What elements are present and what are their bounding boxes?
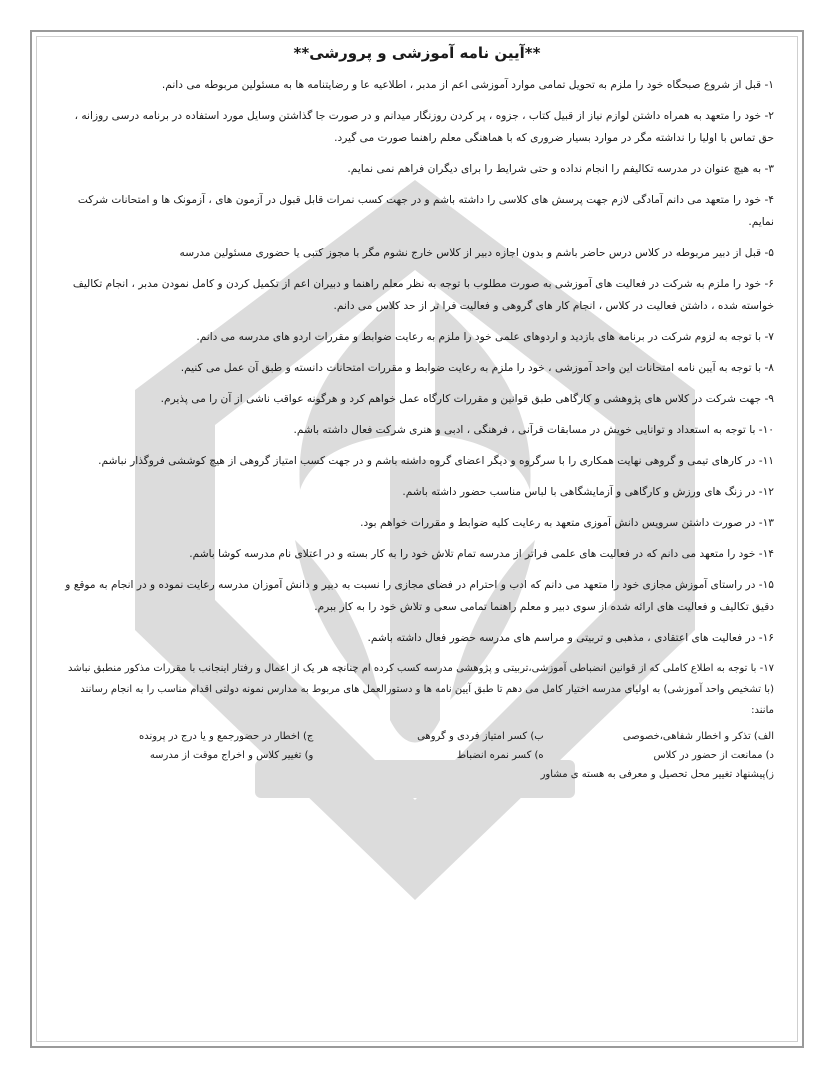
- rule-1: ۱- قبل از شروع صبحگاه خود را ملزم به تحویل تمامی موارد آموزشی اعم از مدبر ، اطلاعیه عا و رضایتنامه ها به مسئولین مربوطه می دانم.: [161, 79, 774, 91]
- document-body: [60, 40, 774, 784]
- rule-12: ۱۲- در زنگ های ورزش و کارگاهی و آزمایشگاهی با لباس مناسب حضور داشته باشم.: [402, 486, 774, 498]
- penalty-d: د) ممانعت از حضور در کلاس: [653, 750, 774, 761]
- penalties-row-2: [60, 746, 774, 765]
- rule-17: ۱۷- با توجه به اطلاع کاملی که از قوانین انضباطی آموزشی،تربیتی و پژوهشی مدرسه کسب کرده ام چنانچه هر یک از اعمال و رفتار اینجانب با مقررات مذکور منطبق نباشد (با تشخیص واحد آموزشی) به اولیای مدرسه اختیار کامل می دهم تا طبق آیین نامه ها و دستورالعمل های مربوط به مدارس نمونه دولتی اقدام مناسب را به انجام رسانند مانند:: [68, 663, 774, 716]
- penalty-c: ج) اخطار در حضورجمع و یا درج در پرونده: [139, 731, 314, 742]
- penalty-b: ب) کسر امتیاز فردی و گروهی: [417, 731, 544, 742]
- penalty-a: الف) تذکر و اخطار شفاهی،خصوصی: [622, 731, 774, 742]
- document-title: **آیین نامه آموزشی و پرورشی**: [293, 44, 541, 62]
- rule-13: ۱۳- در صورت داشتن سرویس دانش آموزی متعهد به رعایت کلیه ضوابط و مقررات خواهم بود.: [360, 517, 774, 529]
- rule-14: ۱۴- خود را متعهد می دانم که در فعالیت های علمی فراتر از مدرسه تمام تلاش خود را به کار بسته و در اعتلای نام مدرسه کوشا باشم.: [189, 548, 774, 560]
- rule-8: ۸- با توجه به آیین نامه امتحانات این واحد آموزشی ، خود را ملزم به رعایت ضوابط و مقررات امتحانات دانسته و طبق آن عمل می کنیم.: [180, 362, 774, 374]
- rule-9: ۹- جهت شرکت در کلاس های پژوهشی و کارگاهی طبق قوانین و مقررات کارگاه عمل خواهم کرد و هرگونه عواقب ناشی از آن را می پذیرم.: [160, 393, 774, 405]
- penalty-g: ز)پیشنهاد تغییر محل تحصیل و معرفی به هسته ی مشاور: [540, 769, 774, 780]
- rule-15: ۱۵- در راستای آموزش مجازی خود را متعهد می دانم که ادب و احترام در فضای مجازی را نسبت به دبیر و دانش آموزان مدرسه رعایت نموده و در انجام به موقع و دقیق تکالیف و فعالیت های ارائه شده از سوی دبیر و معلم راهنما تمامی سعی و تلاش خود را به کار ببرم.: [65, 579, 774, 613]
- rule-4: ۴- خود را متعهد می دانم آمادگی لازم جهت پرسش های کلاسی را داشته باشم و در جهت کسب نمرات قابل قبول در آزمون های ، آزمونک ها و امتحانات شرکت نمایم.: [77, 194, 774, 228]
- penalty-f: و) تغییر کلاس و اخراج موقت از مدرسه: [149, 750, 314, 761]
- penalties-row-1: [60, 727, 774, 746]
- rule-10: ۱۰- با توجه به استعداد و توانایی خویش در مسابقات قرآنی ، فرهنگی ، ادبی و هنری شرکت فعال داشته باشم.: [293, 424, 774, 436]
- rule-11: ۱۱- در کارهای تیمی و گروهی نهایت همکاری را با سرگروه و دیگر اعضای گروه داشته باشم و در جهت کسب امتیاز گروهی از هیچ کوششی فروگذار نباشم.: [98, 455, 774, 467]
- penalty-e: ه) کسر نمره انضباط: [456, 750, 544, 761]
- rule-2: ۲- خود را متعهد به همراه داشتن لوازم نیاز از قبیل کتاب ، جزوه ، پر کردن روزنگار میدانم و در صورت جا گذاشتن وسایل مورد استفاده در برنامه درسی روزانه ، حق تماس با اولیا را نداشته مگر در موارد بسیار ضروری که با هماهنگی معلم راهنما صورت می گیرد.: [74, 110, 774, 144]
- rule-7: ۷- با توجه به لزوم شرکت در برنامه های بازدید و اردوهای علمی خود را ملزم به رعایت ضوابط و مقررات اردو های مدرسه می دانم.: [196, 331, 774, 343]
- rule-6: ۶- خود را ملزم به شرکت در فعالیت های آموزشی به صورت مطلوب با توجه به نظر معلم راهنما و دبیران اعم از تکمیل کردن و کامل نمودن مدبر ، انجام تکالیف خواسته شده ، داشتن فعالیت در کلاس ، انجام کار های گروهی و فعالیت فرا تر از حد کلاس می دانم.: [72, 278, 774, 312]
- rule-16: ۱۶- در فعالیت های اعتقادی ، مذهبی و تربیتی و مراسم های مدرسه حضور فعال داشته باشم.: [367, 632, 774, 644]
- rule-3: ۳- به هیچ عنوان در مدرسه تکالیفم را انجام نداده و حتی شرایط را برای دیگران فراهم نمی نمایم.: [347, 163, 774, 175]
- rule-5: ۵- قبل از دبیر مربوطه در کلاس درس حاضر باشم و بدون اجازه دبیر از کلاس خارج نشوم مگر با مجوز کتبی یا حضوری مسئولین مدرسه: [179, 247, 774, 259]
